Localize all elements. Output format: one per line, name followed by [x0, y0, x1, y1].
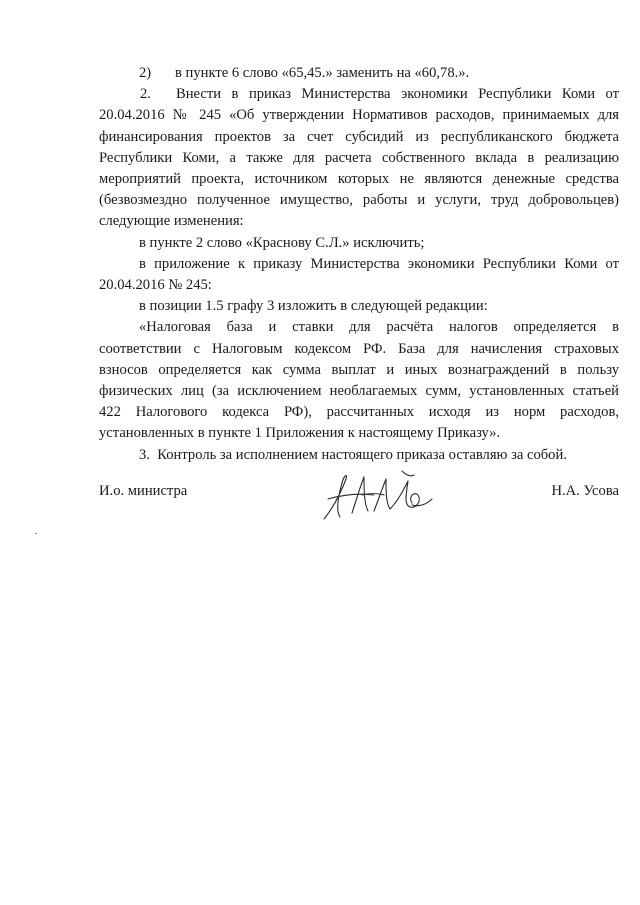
item-3-text: Контроль за исполнением настоящего приказа оставляю за собой. — [157, 446, 567, 463]
handwritten-signature — [318, 465, 438, 525]
subitem-text: в пункте 6 слово «65,45.» заменить на «60,78.». — [175, 65, 470, 81]
item-3-number: 3. — [139, 446, 150, 463]
paragraph-appendix — [99, 254, 619, 296]
paragraph-point-2: в пункте 2 слово «Краснову С.Л.» исключить; — [139, 234, 425, 251]
item-2-line-7: следующие изменения: — [99, 213, 244, 230]
appendix-line-2: 20.04.2016 № 245: — [99, 277, 212, 294]
quote-line-3: взносов определяется как сумма выплат и иных вознаграждений в пользу — [99, 361, 619, 378]
signature-block — [99, 483, 619, 543]
item-2 — [99, 84, 619, 232]
item-2-text-1: Внести в приказ Министерства экономики Республики Коми от — [176, 86, 619, 103]
item-2-line-2: 20.04.2016 № 245 «Об утверждении Нормативов расходов, принимаемых для — [99, 107, 619, 124]
order-body — [99, 63, 619, 466]
item-2-line-6: (безвозмездно полученное имущество, работы и услуги, труд добровольцев) — [99, 192, 619, 209]
paragraph-quote — [99, 317, 619, 444]
item-2-line-4: Республики Коми, а также для расчета собственного вклада в реализацию — [99, 149, 619, 166]
scan-speck — [35, 533, 37, 534]
quote-line-5: 422 Налогового кодекса РФ), рассчитанных исходя из норм расходов, — [99, 404, 619, 421]
item-number: 2. — [140, 86, 151, 103]
signatory-title: И.о. министра — [99, 483, 188, 499]
subitem-number: 2) — [139, 65, 152, 81]
appendix-line-1: в приложение к приказу Министерства экономики Республики Коми от — [139, 255, 619, 272]
paragraph-position: в позиции 1.5 графу 3 изложить в следующей редакции: — [139, 298, 488, 315]
quote-line-1: «Налоговая база и ставки для расчёта налогов определяется в — [139, 319, 619, 336]
quote-line-2: соответствии с Налоговым кодексом РФ. База для начисления страховых — [99, 340, 619, 357]
item-3 — [99, 445, 619, 466]
signatory-name: Н.А. Усова — [551, 483, 619, 499]
item-2-line-5: мероприятий проекта, источником которых не являются денежные средства — [99, 171, 619, 188]
quote-line-4: физических лиц (за исключением необлагаемых сумм, установленных статьей — [99, 383, 619, 400]
item-2-line-3: финансирования проектов за счет субсидий из республиканского бюджета — [99, 128, 619, 145]
quote-line-6: установленных в пункте 1 Приложения к настоящему Приказу». — [99, 425, 501, 442]
item-2-line-1 — [99, 84, 619, 105]
subitem-2 — [99, 63, 619, 84]
